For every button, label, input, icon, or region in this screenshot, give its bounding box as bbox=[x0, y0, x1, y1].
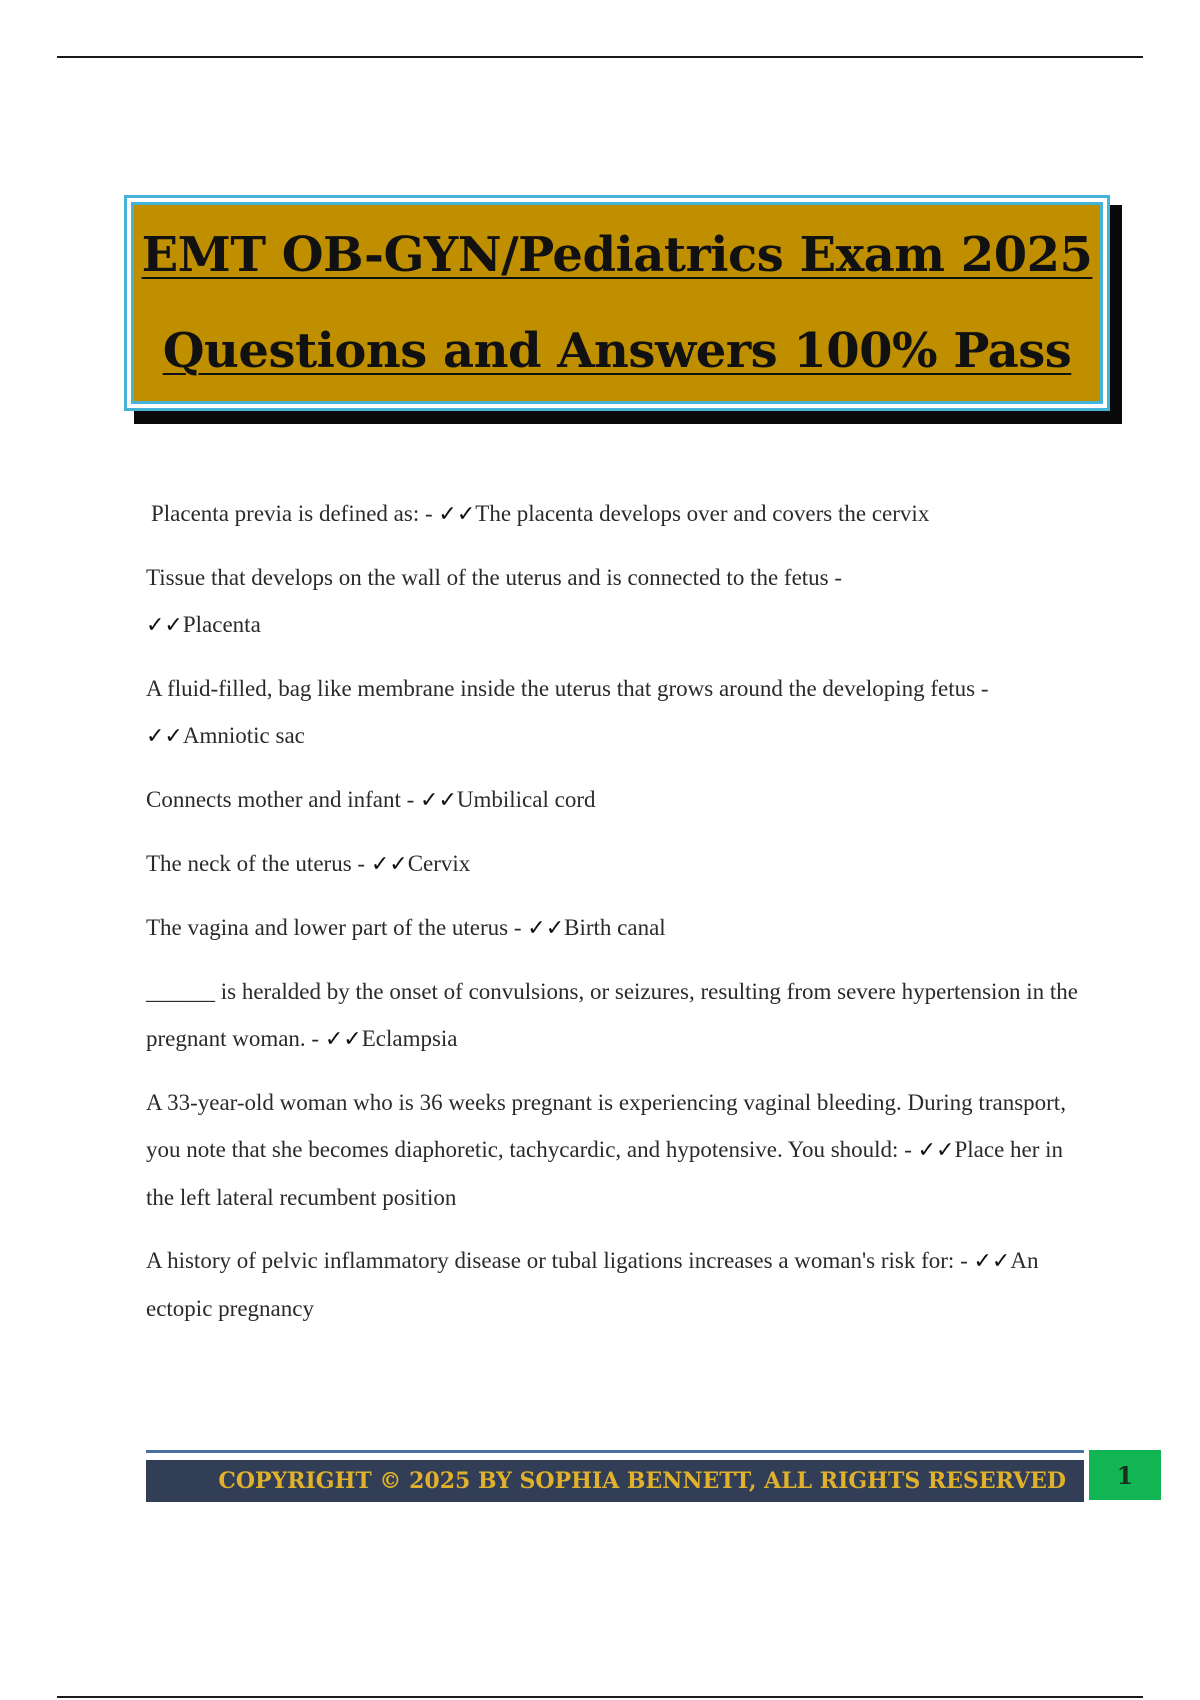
question-text: A 33-year-old woman who is 36 weeks pregnant is experiencing vaginal bleeding. During transport, you note that she becomes diaphoretic, tachycardic, and hypotensive. You should: - bbox=[146, 1090, 1066, 1162]
qa-item bbox=[146, 554, 1096, 649]
page-number: 1 bbox=[1116, 1460, 1134, 1490]
top-rule bbox=[57, 56, 1143, 58]
footer-rule bbox=[146, 1450, 1084, 1453]
footer-bar bbox=[146, 1460, 1084, 1502]
question-text: A history of pelvic inflammatory disease or tubal ligations increases a woman's risk for: - bbox=[146, 1248, 974, 1273]
question-text: Tissue that develops on the wall of the uterus and is connected to the fetus - bbox=[146, 565, 843, 590]
qa-list bbox=[146, 490, 1096, 1348]
qa-item bbox=[146, 840, 1096, 888]
answer-text: Eclampsia bbox=[361, 1026, 458, 1051]
answer-text: Amniotic sac bbox=[182, 723, 305, 748]
answer-text: Placenta bbox=[182, 612, 261, 637]
double-check-icon: ✓✓ bbox=[146, 724, 183, 749]
question-text: The neck of the uterus - bbox=[146, 851, 371, 876]
double-check-icon: ✓✓ bbox=[146, 613, 183, 638]
bottom-rule bbox=[57, 1696, 1143, 1698]
title-panel bbox=[131, 202, 1103, 404]
qa-item bbox=[146, 1079, 1096, 1221]
qa-item bbox=[146, 968, 1096, 1063]
double-check-icon: ✓✓ bbox=[420, 788, 457, 813]
title-box bbox=[124, 195, 1110, 411]
double-check-icon: ✓✓ bbox=[324, 1027, 362, 1052]
qa-item bbox=[146, 904, 1096, 952]
double-check-icon: ✓✓ bbox=[438, 502, 476, 527]
question-text: ______ is heralded by the onset of convulsions, or seizures, resulting from severe hypertension in the pregnant woman. - bbox=[146, 979, 1078, 1051]
qa-item bbox=[146, 1237, 1096, 1332]
answer-text: Umbilical cord bbox=[456, 787, 596, 812]
qa-item bbox=[146, 776, 1096, 824]
double-check-icon: ✓✓ bbox=[973, 1249, 1011, 1274]
title-line-2: Questions and Answers 100% Pass bbox=[162, 323, 1072, 379]
answer-text: Place her in the left lateral recumbent position bbox=[146, 1137, 1064, 1210]
title-line-1: EMT OB-GYN/Pediatrics Exam 2025 bbox=[141, 227, 1093, 283]
question-text: The vagina and lower part of the uterus - bbox=[146, 915, 528, 940]
double-check-icon: ✓✓ bbox=[370, 852, 408, 877]
page-number-box bbox=[1089, 1450, 1161, 1500]
question-text: A fluid-filled, bag like membrane inside the uterus that grows around the developing fetus - bbox=[146, 676, 989, 701]
qa-item bbox=[146, 665, 1096, 760]
double-check-icon: ✓✓ bbox=[917, 1138, 955, 1163]
answer-text: An ectopic pregnancy bbox=[146, 1248, 1039, 1321]
answer-text: Cervix bbox=[407, 851, 471, 876]
answer-text: The placenta develops over and covers the cervix bbox=[475, 501, 930, 526]
double-check-icon: ✓✓ bbox=[527, 916, 565, 941]
question-text: Placenta previa is defined as: - bbox=[151, 501, 439, 526]
question-text: Connects mother and infant - bbox=[146, 787, 421, 812]
qa-item bbox=[146, 490, 1096, 538]
answer-text: Birth canal bbox=[564, 915, 666, 940]
copyright-text: COPYRIGHT © 2025 BY SOPHIA BENNETT, ALL RIGHTS RESERVED bbox=[218, 1468, 1066, 1494]
